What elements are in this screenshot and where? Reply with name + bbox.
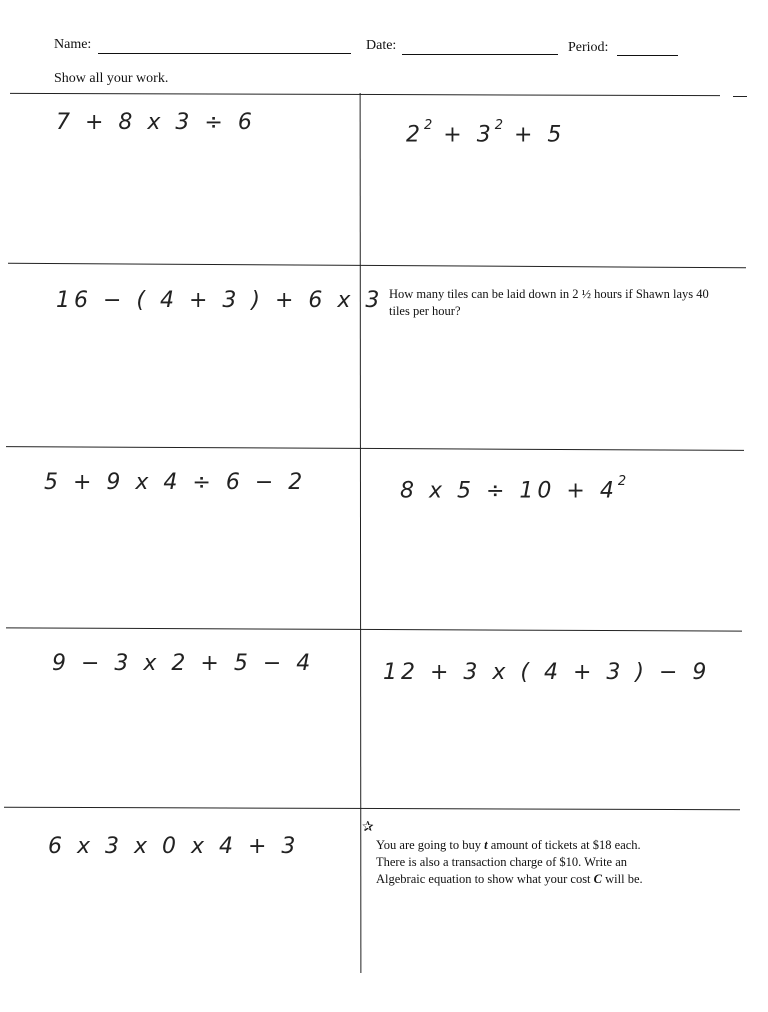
problem-5: 5 + 9 x 4 ÷ 6 − 2: [44, 470, 307, 495]
instructions: Show all your work.: [54, 71, 169, 86]
problem-10-line-3: Algebraic equation to show what your cost C will be.: [376, 872, 643, 886]
problem-10-line-1: You are going to buy t amount of tickets at $18 each.: [376, 838, 641, 852]
problem-10-line-2: There is also a transaction charge of $10. Write an: [376, 855, 628, 869]
problem-2: $2^2 + 3^2 + 5$: [406, 118, 566, 148]
problem-4-word: How many tiles can be laid down in 2 ½ hours if Shawn lays 40 tiles per hour?: [389, 287, 709, 318]
grid-line-4: [4, 807, 740, 811]
grid-line-3: [6, 627, 742, 631]
problem-10-word: [376, 837, 736, 888]
date-label: Date:: [366, 38, 397, 53]
grid-line-top-tick: [733, 96, 747, 97]
name-blank[interactable]: [98, 53, 351, 54]
star-icon: ✰: [362, 820, 374, 835]
problem-6: 8 x $5 \div 10 + 4^2$: [400, 474, 627, 504]
name-label: Name:: [54, 37, 92, 52]
period-label: Period:: [568, 40, 609, 55]
date-blank[interactable]: [402, 54, 558, 55]
problem-3: 16 − ( 4 + 3 ) + 6 x 3: [56, 288, 384, 313]
grid-line-2: [6, 446, 744, 451]
period-blank[interactable]: [617, 55, 678, 56]
grid-line-vertical: [360, 93, 362, 973]
problem-9: 6 x 3 x 0 x 4 + 3: [48, 834, 300, 859]
grid-line-1: [8, 263, 746, 269]
problem-8: 12 + 3 x ( 4 + 3 ) − 9: [383, 660, 711, 685]
problem-7: 9 − 3 x 2 + 5 − 4: [52, 651, 315, 676]
problem-1: 7 + 8 x 3 ÷ 6: [56, 110, 256, 135]
grid-line-top: [10, 93, 720, 96]
